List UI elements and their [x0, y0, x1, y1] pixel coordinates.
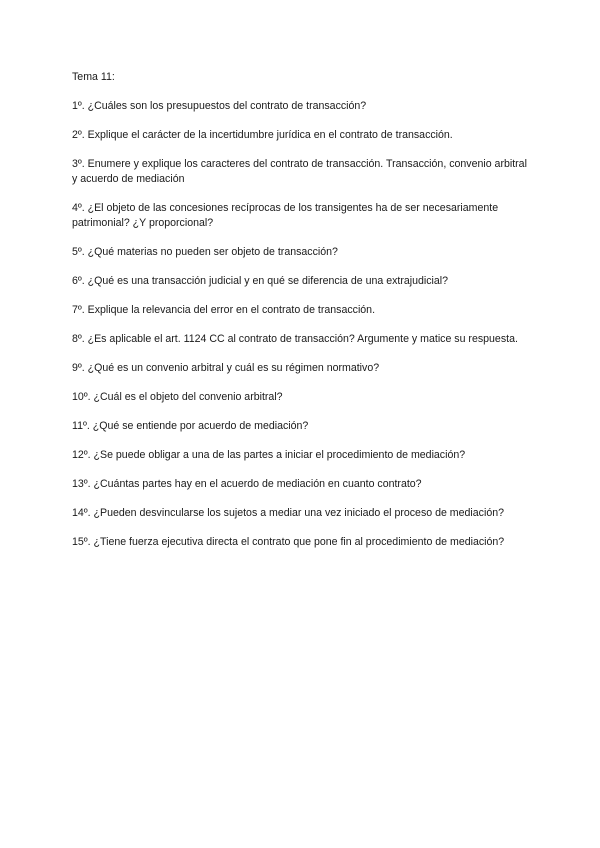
question-item: 3º. Enumere y explique los caracteres del contrato de transacción. Transacción, convenio arbitral y acuerdo de mediación: [72, 158, 527, 185]
question-item: 5º. ¿Qué materias no pueden ser objeto de transacción?: [72, 246, 338, 258]
question-item: 15º. ¿Tiene fuerza ejecutiva directa el contrato que pone fin al procedimiento de mediación?: [72, 536, 505, 548]
question-item: 13º. ¿Cuántas partes hay en el acuerdo de mediación en cuanto contrato?: [72, 478, 422, 490]
question-item: 12º. ¿Se puede obligar a una de las partes a iniciar el procedimiento de mediación?: [72, 449, 466, 461]
question-item: 7º. Explique la relevancia del error en el contrato de transacción.: [72, 304, 376, 316]
question-item: 2º. Explique el carácter de la incertidumbre jurídica en el contrato de transacción.: [72, 129, 453, 141]
question-item: 1º. ¿Cuáles son los presupuestos del contrato de transacción?: [72, 100, 367, 112]
document-heading: Tema 11:: [72, 71, 115, 83]
question-item: 10º. ¿Cuál es el objeto del convenio arbitral?: [72, 391, 283, 403]
question-list: [72, 99, 532, 550]
question-item: 4º. ¿El objeto de las concesiones recíprocas de los transigentes ha de ser necesariamente patrimonial? ¿Y proporcional?: [72, 202, 499, 229]
question-item: 9º. ¿Qué es un convenio arbitral y cuál es su régimen normativo?: [72, 362, 380, 374]
question-item: 8º. ¿Es aplicable el art. 1124 CC al contrato de transacción? Argumente y matice su respuesta.: [72, 333, 518, 345]
document-content: [72, 70, 532, 564]
question-item: 14º. ¿Pueden desvincularse los sujetos a mediar una vez iniciado el proceso de mediación?: [72, 507, 504, 519]
question-item: 11º. ¿Qué se entiende por acuerdo de mediación?: [72, 420, 309, 432]
question-item: 6º. ¿Qué es una transacción judicial y en qué se diferencia de una extrajudicial?: [72, 275, 449, 287]
